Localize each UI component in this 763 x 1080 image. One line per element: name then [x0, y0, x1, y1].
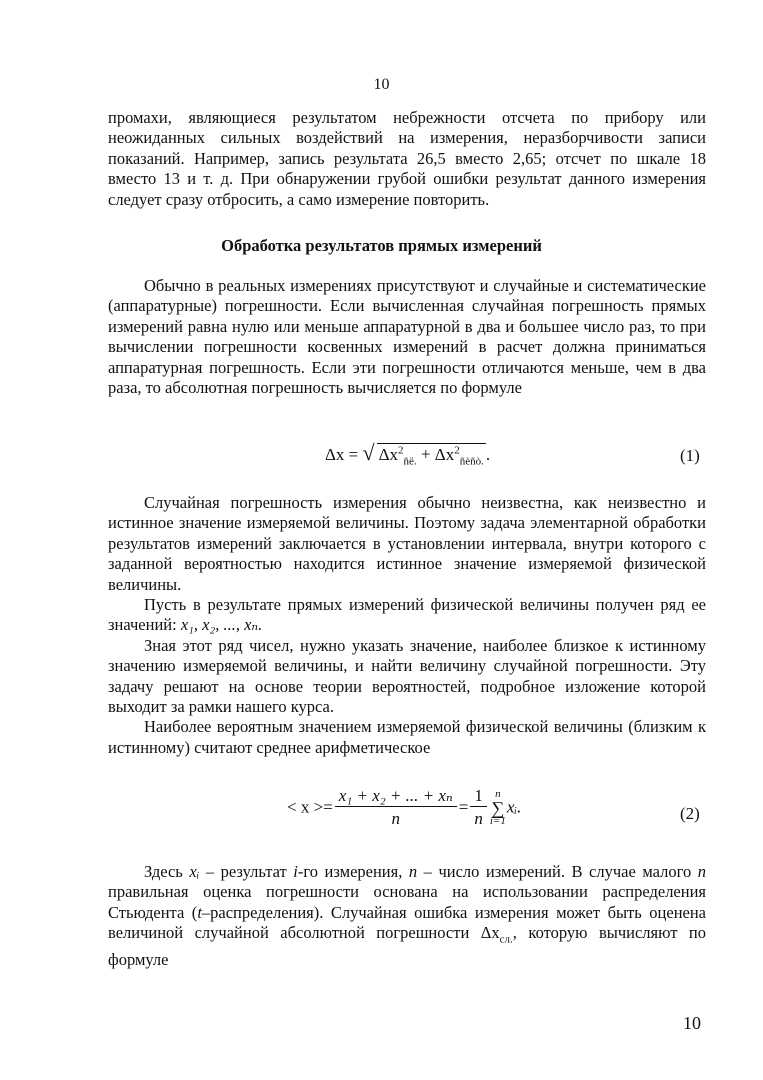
paragraph-1-block — [108, 276, 706, 398]
header-page-number: 10 — [373, 76, 390, 93]
paragraph-6: Здесь xᵢ – результат i-го измерения, n – число измерений. В случае малого n правильная оценка погрешности основана на использовании распределения Стьюдента (t–распределения). Случайная ошибка измерения может быть оценена величиной случайной абсолютной погрешности $\Delta x_{сл.}$, которую вычисляют по формуле — [108, 862, 707, 969]
intro-paragraph-block — [108, 108, 706, 210]
eq2-n: n — [474, 809, 483, 828]
paragraph-4: Зная этот ряд чисел, нужно указать значение, наиболее близкое к истинному значению измеряемой величины, и найти величину случайной погрешности. Эту задачу решают на основе теории вероятностей, подробное изложение которой выходит за рамки нашего курса. — [108, 635, 706, 717]
eq1-term1-sub: ñë. — [403, 455, 417, 468]
paragraph-1: Обычно в реальных измерениях присутствуют и случайные и систематические (аппаратурные) погрешности. Если вычисленная случайная погрешность прямых измерений равна нулю или меньше аппаратурной в два и большее число раз, то при вычислении погрешности косвенных измерений в расчет должна приниматься аппаратурная погрешность. Если эти погрешности отличаются меньше, чем в два раза, то абсолютная погрешность вычисляется по формуле — [108, 276, 706, 398]
paragraph-2: Случайная погрешность измерения обычно неизвестна, как неизвестно и истинное значение измеряемой величины. Поэтому задача элементарной обработки результатов измерений заключается в установлении интервала, внутри которого с заданной вероятностью находится истинное значение измеряемой физической величины. — [108, 493, 706, 594]
paragraph-6-block — [108, 862, 706, 970]
eq1-term1-exp: 2 — [398, 444, 404, 457]
eq2-equals: = — [458, 797, 469, 817]
eq2-xi: xᵢ. — [506, 797, 522, 817]
equation-2-number: (2) — [680, 804, 700, 823]
eq1-term2: $\Delta x^2_{ñèñò.}$ — [434, 444, 484, 468]
eq2-one-over-n — [470, 786, 487, 829]
footer-page-number: 10 — [683, 1013, 701, 1033]
equation-1 — [325, 440, 490, 467]
series-values: x₁, x₂, ..., xₙ. — [180, 615, 263, 635]
eq2-lhs: < x >= — [287, 797, 333, 817]
paragraph-3: Пусть в результате прямых измерений физической величины получен ряд ее значений: x₁, x₂, ..., xₙ. — [108, 595, 706, 635]
eq2-sum-top: n — [495, 787, 501, 800]
section-title: Обработка результатов прямых измерений — [221, 236, 542, 255]
eq1-term2-sub: ñèñò. — [459, 455, 484, 468]
intro-paragraph: промахи, являющиеся результатом небрежности отсчета по прибору или неожиданных сильных воздействий на измерения, неразборчивости записи показаний. Например, запись результата 26,5 вместо 2,65; отсчет по шкале 18 вместо 13 и т. д. При обнаружении грубой ошибки результат данного измерения следует сразу отбросить, а само измерение повторить. — [108, 108, 706, 209]
eq1-term2-exp: 2 — [454, 444, 460, 457]
sum-sign-icon: n ∑ i=1 — [489, 787, 506, 827]
eq1-term1: $\Delta x^2_{ñë.}$ — [378, 444, 417, 468]
equation-1-number: (1) — [680, 446, 700, 465]
eq1-radicand — [377, 443, 486, 467]
equation-2 — [287, 786, 521, 829]
paragraph-2-block — [108, 493, 706, 758]
eq2-denominator: n — [391, 809, 401, 828]
eq1-lhs: Δx = — [325, 445, 359, 464]
eq2-fraction — [335, 786, 457, 829]
eq2-one: 1 — [470, 786, 487, 807]
sqrt-sign-icon: √ — [362, 440, 375, 465]
eq2-sum-bottom: i=1 — [489, 814, 506, 827]
eq1-tail: . — [485, 445, 491, 464]
paragraph-5: Наиболее вероятным значением измеряемой физической величины (близким к истинному) считают среднее арифметическое — [108, 717, 706, 757]
eq2-numerator: x₁ + x₂ + ... + xₙ — [335, 786, 457, 807]
eq1-plus: + — [420, 445, 431, 464]
